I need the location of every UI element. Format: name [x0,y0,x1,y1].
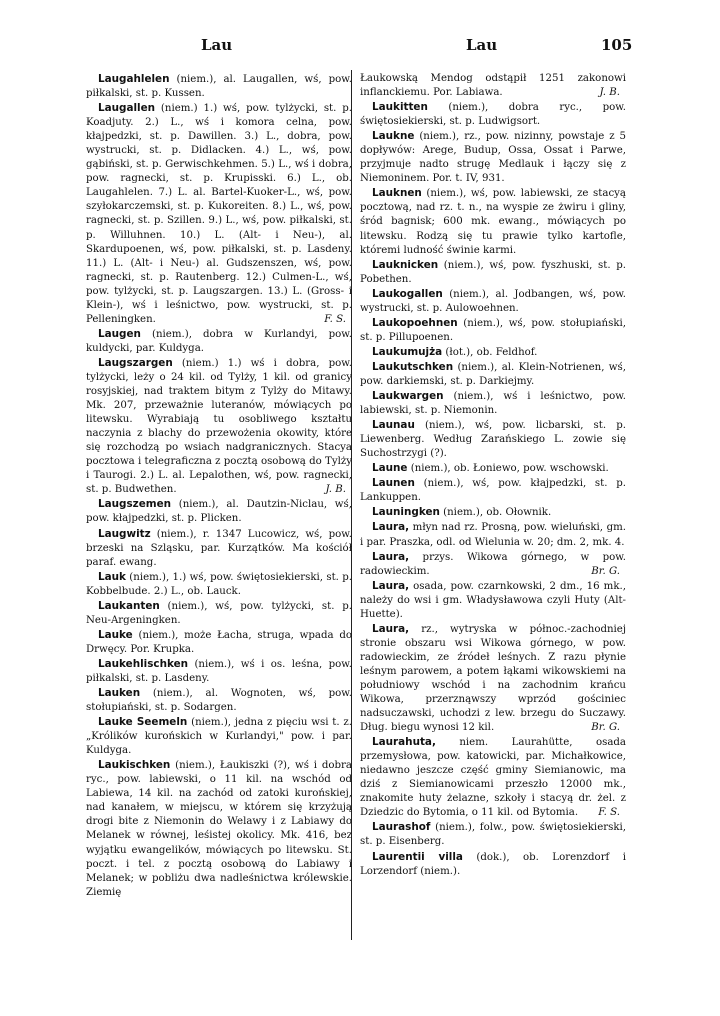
entry-headword: Laukopoehnen [372,316,458,329]
entry-text: osada, pow. czarnkowski, 2 dm., 16 mk., należy do wsi i gm. Władysławowa czyli Huty (Alt-Huette). [360,580,626,620]
dictionary-entry [360,850,626,879]
entry-headword: Laukwargen [372,390,444,403]
dictionary-entry [86,527,352,570]
author-signature: J. B. [599,87,620,99]
entry-text: (niem.) 1.) wś i dobra, pow. tylżycki, leży o 24 kil. od Tylży, 1 kil. od granicy rosyjskiej, nad traktem bitym z Tylży do Mitawy. Mk. 207, przeważnie luteranów, mówiących po litewsku. Wyrabiają tu osobliwego kształtu naczynia z blachy do przewożenia okowity, które się rozchodzą po wsiach nadgranicznych. Stacya pocztowa i telegraficzna z pocztą osobową do Tylży i Taurogi. 2.) L. al. Lepalothen, wś, pow. ragnecki, st. p. Budwethen. [86,357,352,496]
entry-text: Łaukowską Mendog odstąpił 1251 zakonowi inflanckiemu. Por. Labiawa. [360,73,626,99]
dictionary-entry [360,418,626,461]
entry-text: (niem.), wś, pow. fyszhuski, st. p. Pobethen. [360,259,626,285]
author-signature: Br. G. [591,722,620,734]
dictionary-entry [360,461,626,476]
entry-headword: Lauk [98,570,126,583]
entry-text: (niem.), Łaukiszki (?), wś i dobra ryc., pow. labiewski, o 11 kil. na wschód od Labiewa, 14 kil. na zachód od zatoki kurońskiej, nad kanałem, w miejscu, w którem się krzyżują drogi bite z Niemonin do Welawy i z Labiawy do Melanek w równej, leśistej okolicy. Mk. 416, bez wyjątku ewangelików, mówiących po litewsku. St. poczt. i tel. z pocztą osobową do Labiawy i Melanek; w pobliżu dwa nadleśnictwa królewskie. Ziemię [86,760,352,898]
entry-text: (niem.), dobra ryc., pow. świętosiekierski, st. p. Ludwigsort. [360,102,626,128]
page-number: 105 [601,36,633,54]
entry-text: (dok.), ob. Lorenzdorf i Lorzendorf (niem.). [360,851,626,877]
dictionary-entry [86,715,352,758]
author-signature: F. S. [598,807,620,819]
entry-text: (niem.), al. Klein-Notrienen, wś, pow. darkiemski, st. p. Darkiejmy. [360,361,626,387]
dictionary-entry [360,345,626,360]
entry-text: (niem.), ob. Łoniewo, pow. wschowski. [407,463,609,475]
dictionary-entry [360,505,626,520]
author-signature: F. S. [324,313,346,325]
dictionary-entry [360,316,626,345]
entry-text: (niem.), wś, pow. stołupiański, st. p. Pillupoenen. [360,317,626,343]
entry-headword: Laukehlischken [98,657,189,670]
entry-text: rz., wytryska w północ.-zachodniej stronie obszaru wsi Wikowa górnego, w pow. radowieckim, ze źródeł leśnych. Z razu płynie leśnym parowem, a potem łąkami wikowskiemi na południowy wschód i na zachodnim krańcu Wikowa, przerznąwszy wprzód gościniec nadsuczawski, uchodzi z lew. brzegu do Suczawy. Dług. biegu wynosi 12 kil. [360,623,626,734]
entry-headword: Laurashof [372,821,431,834]
entry-text: (niem.), al. Wognoten, wś, pow. stołupiański, st. p. Sodargen. [86,688,352,714]
dictionary-entry [86,101,352,327]
entry-headword: Laura, [372,521,410,534]
entry-headword: Laugahlelen [98,73,170,85]
dictionary-entry [360,186,626,257]
running-head-left: Lau [201,36,233,54]
running-head-right: Lau [466,36,498,54]
entry-headword: Lauknicken [372,258,439,271]
entry-headword: Laukutschken [372,360,454,373]
entry-headword: Lauknen [372,187,422,200]
entry-headword: Laukumujża [372,345,443,358]
page-header [0,36,720,58]
entry-text: (niem.), wś, pow. kłajpedzki, st. p. Lankuppen. [360,478,626,504]
entry-text: (niem.), wś, pow. labiewski, ze stacyą pocztową, nad rz. t. n., na wyspie ze żwiru i gliny, śród bagnisk; 600 mk. ewang., mówiących po litewsku. Rodzą się tu prawie tylko kartofle, któremi ludność świnie karmi. [360,188,626,256]
dictionary-entry [86,758,352,899]
entry-headword: Laugwitz [98,527,151,540]
dictionary-entry [86,497,352,526]
dictionary-entry [360,520,626,549]
entry-text: (niem.), 1.) wś, pow. świętosiekierski, st. p. Kobbelbude. 2.) L., ob. Lauck. [86,571,352,597]
dictionary-entry [360,287,626,316]
entry-headword: Laukitten [372,101,428,114]
entry-text: (niem.), wś i os. leśna, pow. piłkalski, st. p. Lasdeny. [86,658,352,684]
dictionary-entry [360,258,626,287]
entry-headword: Launau [372,419,415,432]
entry-text: młyn nad rz. Prosną, pow. wieluński, gm. i par. Praszka, odl. od Wielunia w. 20; dm. 2, mk. 4. [360,522,626,548]
dictionary-entry [360,735,626,820]
dictionary-entry [360,360,626,389]
entry-text: (niem.), al. Dautzin-Niclau, wś, pow. kłajpedzki, st. p. Plicken. [86,499,352,525]
dictionary-entry [360,389,626,418]
entry-text: (łot.), ob. Feldhof. [442,346,538,358]
entry-text: (niem.), może Łacha, struga, wpada do Drwęcy. Por. Krupka. [86,629,352,655]
entry-text: (niem.), al. Jodbangen, wś, pow. wystrucki, st. p. Aulowoehnen. [360,288,626,314]
author-signature: Br. G. [591,565,620,577]
right-column [360,72,626,952]
entry-text: (niem.) 1.) wś, pow. tylżycki, st. p. Koadjuty. 2.) L., wś i komora celna, pow. kłajpedzki, st. p. Dawillen. 3.) L., dobra, pow. wystrucki, st. p. Didlacken. 4.) L., wś, pow. gąbiński, st. p. Gerwischkehmen. 5.) L., wś i dobra, pow. ragnecki, st. p. Krupisski. 6.) L., ob. Laugahlelen. 7.) L. al. Bartel-Kuoker-L., wś, pow. szyłokarczemski, st. p. Kukoreiten. 8.) L., wś, pow. ragnecki, st. p. Szillen. 9.) L., wś, pow. piłkalski, st. p. Willuhnen. 10.) L. (Alt- i Neu-), al. Skardupoenen, wś, pow. piłkalski, st. p. Lasdeny. 11.) L. (Alt- i Neu-) al. Gudszenszen, wś, pow. ragnecki, st. p. Rautenberg. 12.) Culmen-L., wś, pow. tylżycki, st. p. Laugszargen. 13.) L. (Gross- i Klein-), wś i leśnictwo, pow. wystrucki, st. p. Pelleningken. [86,103,352,325]
entry-headword: Lauke Seemeln [98,716,188,729]
dictionary-entry [86,327,352,356]
entry-text: (niem.), dobra w Kurlandyi, pow. kuldycki, par. Kuldyga. [86,328,352,354]
entry-text: (niem.), wś, pow. licbarski, st. p. Liewenberg. Według Zarańskiego L. zowie się Suchostrzygi (?). [360,420,626,460]
dictionary-entry [86,628,352,657]
dictionary-entry [360,579,626,622]
author-signature: J. B. [325,484,346,496]
entry-headword: Lauke [98,628,133,641]
entry-headword: Laugszemen [98,498,172,511]
dictionary-entry [360,100,626,129]
entry-text: niem. Laurahütte, osada przemysłowa, pow. katowicki, par. Michałkowice, niedawno jeszcze część gminy Siemianowic, ma dziś z Siemianowicami przeszło 12000 mk., znakomite huty żelazne, szkoły i stacyą dr. żel. z Dziedzic do Bytomia, o 11 kil. od Bytomia. [360,737,626,819]
entry-headword: Laurentii villa [372,850,463,863]
entry-headword: Laukischken [98,759,171,772]
entry-text: przys. Wikowa górnego, w pow. radowieckim. [360,551,626,577]
entry-headword: Laukanten [98,599,160,612]
entry-headword: Laura, [372,622,410,635]
left-column [86,72,352,952]
entry-headword: Laura, [372,550,410,563]
dictionary-entry [360,820,626,849]
entry-headword: Laune [372,462,408,475]
entry-headword: Laugen [98,327,141,340]
entry-text: (niem.), al. Laugallen, wś, pow. piłkalski, st. p. Kussen. [86,74,352,100]
dictionary-entry [360,129,626,186]
entry-headword: Laukogallen [372,287,443,300]
dictionary-entry [86,657,352,686]
dictionary-entry [86,72,352,101]
entry-headword: Laukne [372,130,415,143]
entry-headword: Laura, [372,579,410,592]
dictionary-entry [86,599,352,628]
dictionary-entry [86,356,352,497]
entry-text: (niem.), rz., pow. nizinny, powstaje z 5 dopływów: Arege, Budup, Ossa, Ossat i Parwe, przyjmuje nadto strugę Medlauk i łączy się z Niemoninem. Por. t. IV, 931. [360,131,626,185]
entry-text: (niem.), wś i leśnictwo, pow. labiewski, st. p. Niemonin. [360,391,626,417]
entry-headword: Lauken [98,687,141,700]
entry-text: (niem.), jedna z pięciu wsi t. z. „Królików kurońskich w Kurlandyi," pow. i par. Kuldyga. [86,717,352,757]
entry-headword: Laurahuta, [372,736,436,749]
dictionary-entry [360,72,626,100]
dictionary-entry [86,686,352,715]
dictionary-entry [360,550,626,579]
entry-text: (niem.), r. 1347 Lucowicz, wś, pow. brzeski na Szląsku, par. Kurzątków. Ma kościół paraf. ewang. [86,528,352,568]
entry-headword: Laugszargen [98,356,173,369]
entry-headword: Launen [372,477,415,490]
dictionary-entry [360,476,626,505]
entry-text: (niem.), folw., pow. świętosiekierski, st. p. Eisenberg. [360,822,626,848]
dictionary-entry [86,570,352,599]
dictionary-entry [360,622,626,735]
entry-text: (niem.), ob. Ołownik. [439,507,552,519]
entry-headword: Launingken [372,506,440,519]
entry-headword: Laugallen [98,102,156,115]
entry-text: (niem.), wś, pow. tylżycki, st. p. Neu-Argeningken. [86,600,352,626]
